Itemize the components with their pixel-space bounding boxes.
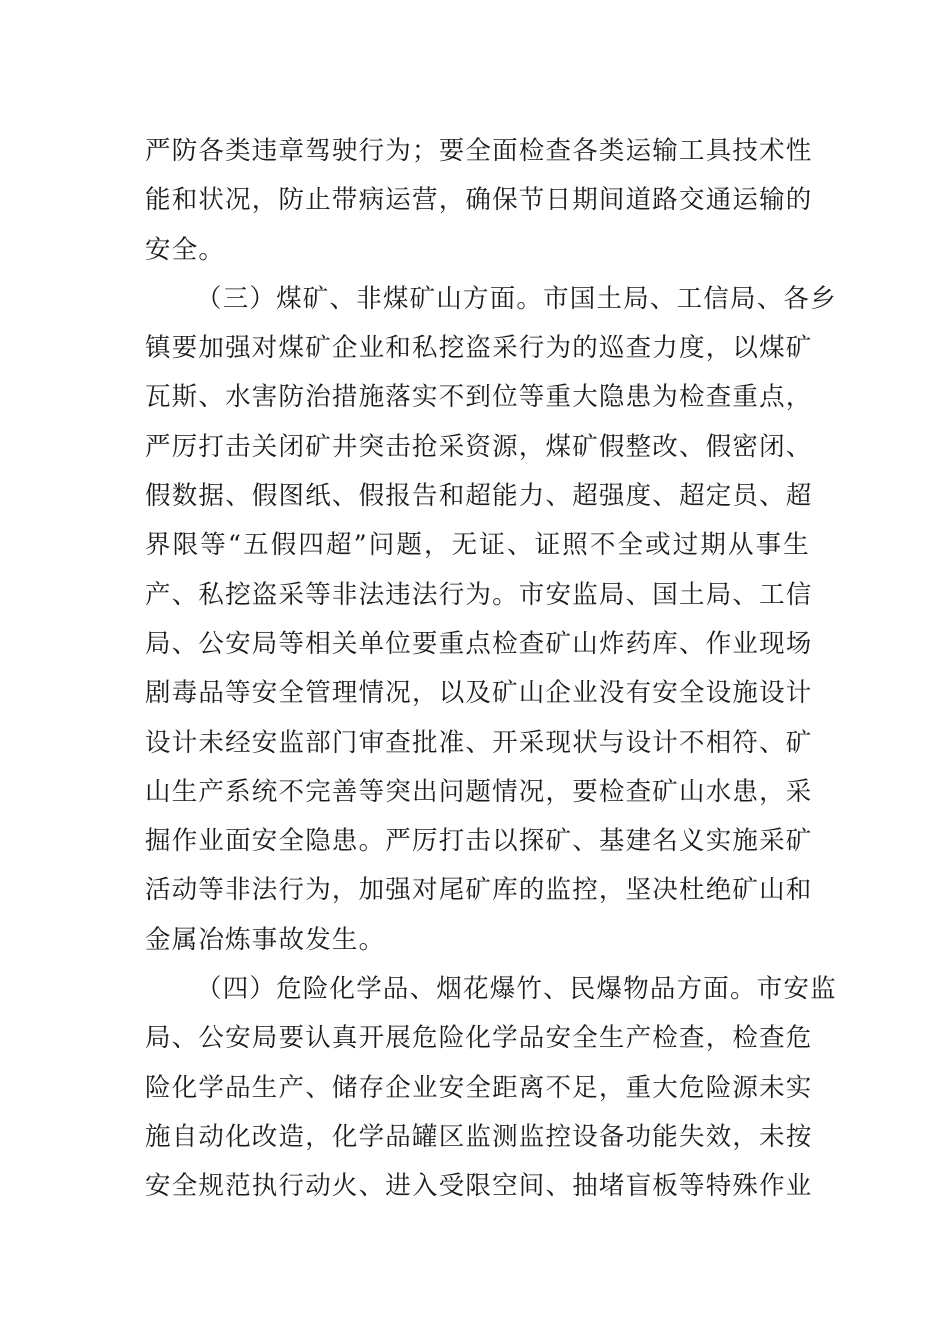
text-line: 严防各类违章驾驶行为；要全面检查各类运输工具技术性 xyxy=(145,136,813,166)
text-line: 局、公安局要认真开展危险化学品安全生产检查，检查危 xyxy=(145,1023,813,1054)
text-line: 施自动化改造，化学品罐区监测监控设备功能失效，未按 xyxy=(145,1121,813,1152)
paragraph-hazardous-chemicals xyxy=(145,965,837,1211)
text-line: 掘作业面安全隐患。严厉打击以探矿、基建名义实施采矿 xyxy=(145,826,813,857)
paragraph-coal-mines xyxy=(145,275,837,965)
text-line: 剧毒品等安全管理情况，以及矿山企业没有安全设施设计 xyxy=(145,678,813,709)
text-line: 产、私挖盗采等非法违法行为。市安监局、国土局、工信 xyxy=(145,579,813,610)
text-line: 能和状况，防止带病运营，确保节日期间道路交通运输的 xyxy=(145,185,813,216)
text-line: （三）煤矿、非煤矿山方面。市国土局、工信局、各乡 xyxy=(196,283,837,314)
paragraph-road-transport xyxy=(145,127,813,275)
text-line: 活动等非法行为，加强对尾矿库的监控，坚决杜绝矿山和 xyxy=(145,875,813,906)
text-line: 金属冶炼事故发生。 xyxy=(145,924,386,955)
text-line: 严厉打击关闭矿井突击抢采资源，煤矿假整改、假密闭、 xyxy=(145,431,813,462)
text-line: 山生产系统不完善等突出问题情况，要检查矿山水患，采 xyxy=(145,776,813,807)
text-line: 安全规范执行动火、进入受限空间、抽堵盲板等特殊作业 xyxy=(145,1171,813,1202)
text-line: 设计未经安监部门审查批准、开采现状与设计不相符、矿 xyxy=(145,727,813,758)
text-line: （四）危险化学品、烟花爆竹、民爆物品方面。市安监 xyxy=(196,974,837,1005)
text-line: 安全。 xyxy=(145,234,226,265)
text-line: 镇要加强对煤矿企业和私挖盗采行为的巡查力度，以煤矿 xyxy=(145,333,813,364)
text-line: 假数据、假图纸、假报告和超能力、超强度、超定员、超 xyxy=(145,481,813,512)
document-body xyxy=(145,127,837,1212)
text-line: 局、公安局等相关单位要重点检查矿山炸药库、作业现场 xyxy=(145,628,813,659)
text-line: 险化学品生产、储存企业安全距离不足，重大危险源未实 xyxy=(145,1072,813,1103)
text-line: 界限等“五假四超”问题，无证、证照不全或过期从事生 xyxy=(145,530,810,561)
text-line: 瓦斯、水害防治措施落实不到位等重大隐患为检查重点， xyxy=(145,382,813,413)
